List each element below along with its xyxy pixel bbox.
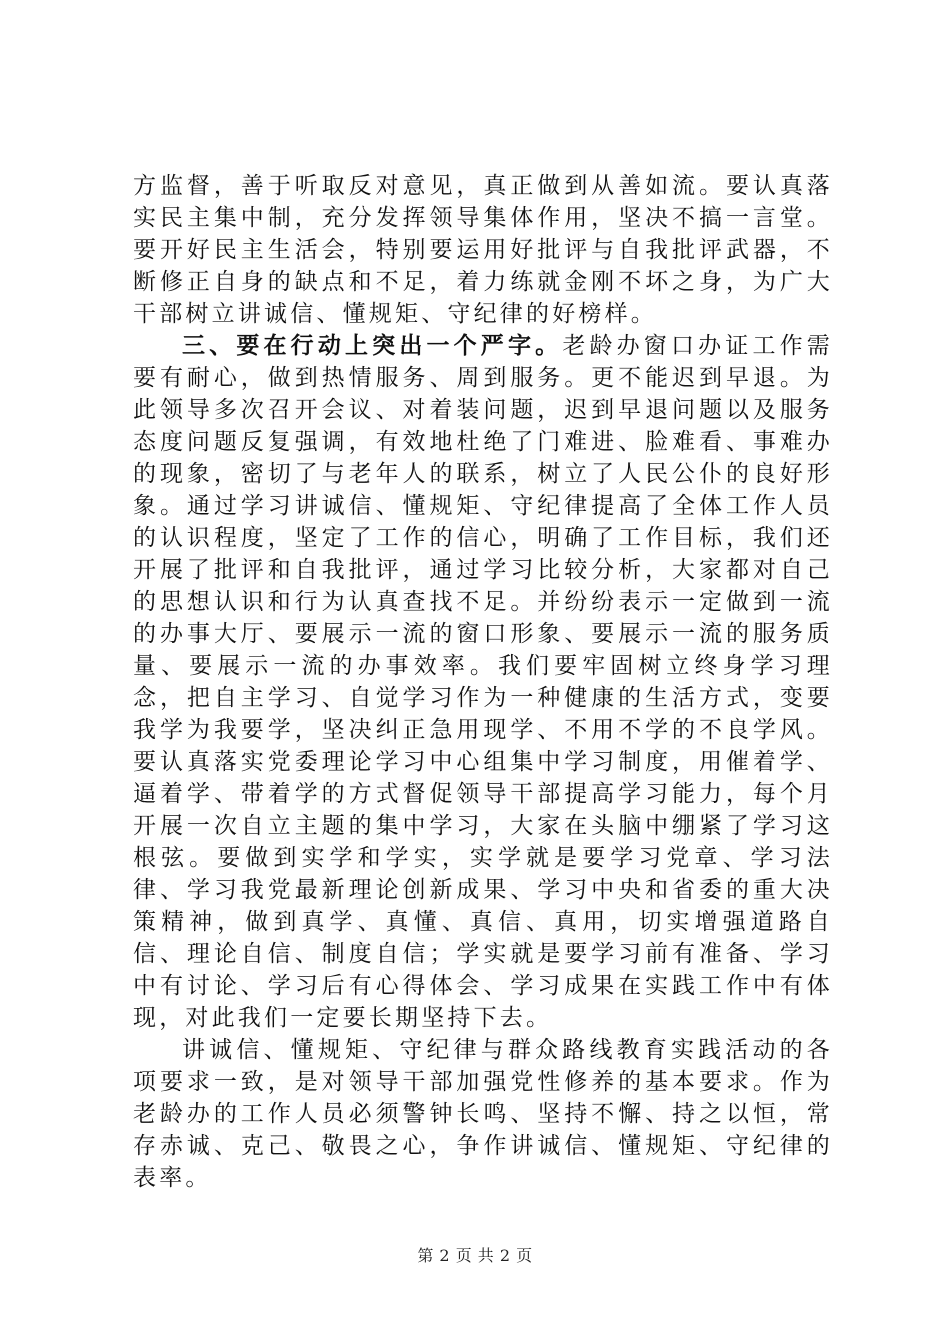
document-body xyxy=(133,170,833,1194)
paragraph-section-three xyxy=(133,330,833,1034)
section-body: 老龄办窗口办证工作需要有耐心，做到热情服务、周到服务。更不能迟到早退。为此领导多次召开会议、对着装问题，迟到早退问题以及服务态度问题反复强调，有效地杜绝了门难进、脸难看、事难办的现象，密切了与老年人的联系，树立了人民公仆的良好形象。通过学习讲诚信、懂规矩、守纪律提高了全体工作人员的认识程度，坚定了工作的信心，明确了工作目标，我们还开展了批评和自我批评，通过学习比较分析，大家都对自己的思想认识和行为认真查找不足。并纷纷表示一定做到一流的办事大厅、要展示一流的窗口形象、要展示一流的服务质量、要展示一流的办事效率。我们要牢固树立终身学习理念，把自主学习、自觉学习作为一种健康的生活方式，变要我学为我要学，坚决纠正急用现学、不用不学的不良学风。要认真落实党委理论学习中心组集中学习制度，用催着学、逼着学、带着学的方式督促领导干部提高学习能力，每个月开展一次自立主题的集中学习，大家在头脑中绷紧了学习这根弦。要做到实学和学实，实学就是要学习党章、学习法律、学习我党最新理论创新成果、学习中央和省委的重大决策精神，做到真学、真懂、真信、真用，切实增强道路自信、理论自信、制度自信；学实就是要学习前有准备、学习中有讨论、学习后有心得体会、学习成果在实践工作中有体现，对此我们一定要长期坚持下去。 xyxy=(133,333,833,1031)
section-heading: 三、要在行动上突出一个严字。 xyxy=(182,332,563,359)
paragraph-conclusion: 讲诚信、懂规矩、守纪律与群众路线教育实践活动的各项要求一致，是对领导干部加强党性修养的基本要求。作为老龄办的工作人员必须警钟长鸣、坚持不懈、持之以恒，常存赤诚、克己、敬畏之心，争作讲诚信、懂规矩、守纪律的表率。 xyxy=(133,1037,833,1191)
page-number-footer: 第 2 页 共 2 页 xyxy=(417,1246,533,1265)
paragraph-continued: 方监督，善于听取反对意见，真正做到从善如流。要认真落实民主集中制，充分发挥领导集体作用，坚决不搞一言堂。要开好民主生活会，特别要运用好批评与自我批评武器，不断修正自身的缺点和不足，着力练就金刚不坏之身，为广大干部树立讲诚信、懂规矩、守纪律的好榜样。 xyxy=(133,173,833,327)
